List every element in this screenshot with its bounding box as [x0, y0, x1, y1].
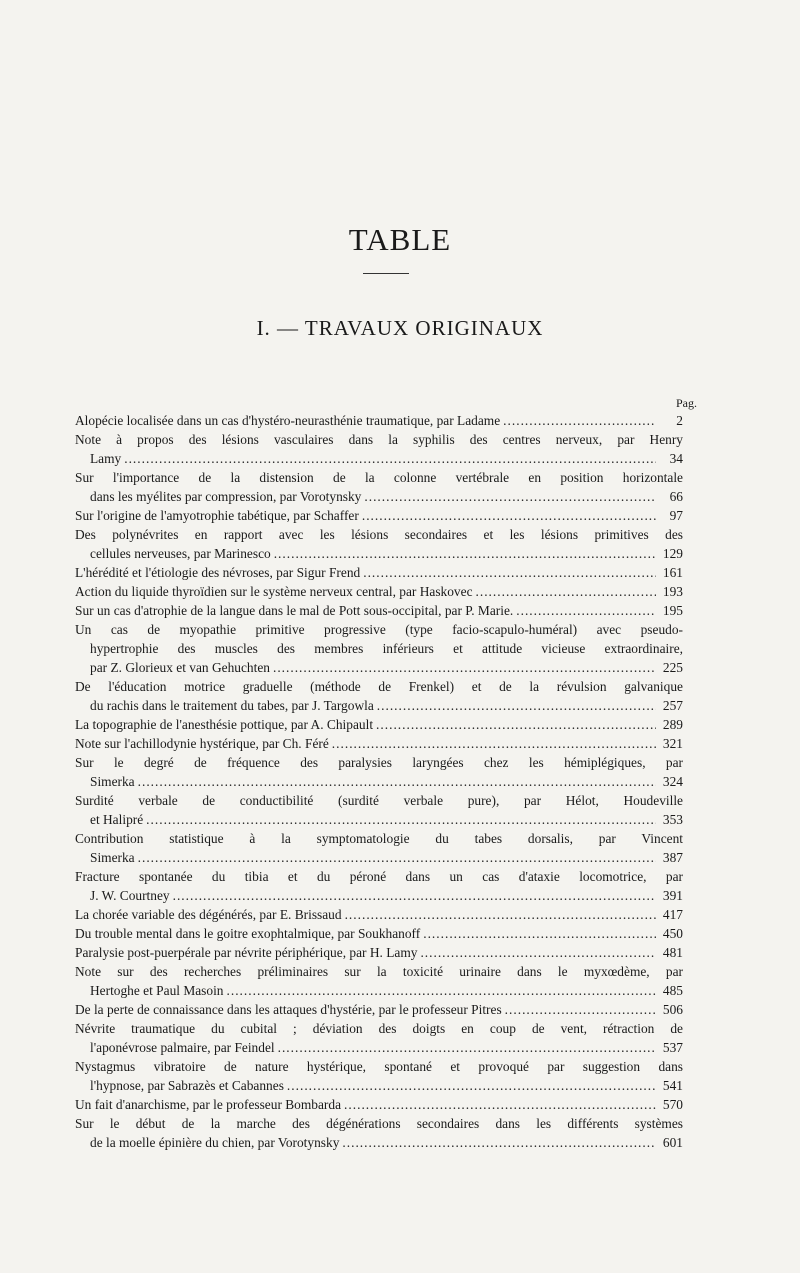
title-divider: [363, 273, 409, 274]
toc-entry-text: De la perte de connaissance dans les attaques d'hystérie, par le professeur Pitres: [75, 1002, 502, 1017]
dot-leader: [344, 1095, 656, 1114]
toc-entry-text: Sur l'origine de l'amyotrophie tabétique, par Schaffer: [75, 508, 359, 523]
toc-entry: [75, 924, 683, 943]
dot-leader: [274, 544, 656, 563]
toc-entry-text: Simerka: [90, 850, 135, 865]
dot-leader: [516, 601, 656, 620]
toc-entry-text: hypertrophie des muscles des membres inférieurs et attitude vicieuse extraordinaire,: [90, 641, 683, 656]
toc-entry-text: Fracture spontanée du tibia et du péroné dans un cas d'ataxie locomotrice, par: [75, 869, 683, 884]
toc-entry-text: et Halipré: [90, 812, 144, 827]
toc-entry: [75, 677, 683, 715]
dot-leader: [124, 449, 656, 468]
toc-entry-line-last: [75, 411, 683, 430]
toc-entry: [75, 582, 683, 601]
dot-leader: [227, 981, 656, 1000]
toc-entry-page-number: 321: [662, 736, 683, 751]
toc-entry: [75, 430, 683, 468]
toc-entry-page-number: 485: [662, 983, 683, 998]
toc-entry-text: Contribution statistique à la symptomatologie du tabes dorsalis, par Vincent: [75, 831, 683, 846]
toc-entry: [75, 601, 683, 620]
toc-entry-line-last: [75, 449, 683, 468]
toc-entry-line-last: [75, 563, 683, 582]
toc-entry: [75, 962, 683, 1000]
toc-entry-text: Nystagmus vibratoire de nature hystérique, spontané et provoqué par suggestion dans: [75, 1059, 683, 1074]
page-column-label: Pag.: [676, 396, 697, 410]
toc-entry-text: Surdité verbale de conductibilité (surdité verbale pure), par Hélot, Houdeville: [75, 793, 683, 808]
toc-entry-text: Sur le début de la marche des dégénérations secondaires dans les différents systèmes: [75, 1116, 683, 1131]
toc-entry-page-number: 324: [662, 774, 683, 789]
toc-entry-line-last: [75, 772, 683, 791]
toc-entry-text: cellules nerveuses, par Marinesco: [90, 546, 271, 561]
toc-entry-line-last: [75, 1133, 683, 1152]
toc-entry-line-last: [75, 715, 683, 734]
toc-entry-page-number: 129: [662, 546, 683, 561]
toc-entry-page-number: 225: [662, 660, 683, 675]
toc-entry: [75, 468, 683, 506]
toc-entry-text: De l'éducation motrice graduelle (méthode de Frenkel) et de la révulsion galvanique: [75, 679, 683, 694]
toc-entry: [75, 791, 683, 829]
toc-entry-text: J. W. Courtney: [90, 888, 170, 903]
toc-entry-text: La topographie de l'anesthésie pottique, par A. Chipault: [75, 717, 374, 732]
toc-entry-page-number: 195: [662, 603, 683, 618]
toc-entry-text: Note sur des recherches préliminaires sur la toxicité urinaire dans le myxœdème, par: [75, 964, 683, 979]
page-title: TABLE: [348, 222, 452, 257]
dot-leader: [342, 1133, 656, 1152]
toc-entry: [75, 753, 683, 791]
toc-entry-line-last: [75, 924, 683, 943]
dot-leader: [278, 1038, 656, 1057]
toc-entry: [75, 715, 683, 734]
toc-entry-text: Sur l'importance de la distension de la colonne vertébrale en position horizontale: [75, 470, 683, 485]
toc-entry-line-last: [75, 582, 683, 601]
toc-entry-text: Hertoghe et Paul Masoin: [90, 983, 224, 998]
toc-entry-page-number: 161: [662, 565, 683, 580]
toc-entry: [75, 1114, 683, 1152]
dot-leader: [376, 715, 656, 734]
toc-entry: [75, 1095, 683, 1114]
toc-entry-line-last: [75, 943, 683, 962]
toc-entry-line-last: [75, 886, 683, 905]
toc-entry-line-last: [75, 544, 683, 563]
toc-entry-text: l'hypnose, par Sabrazès et Cabannes: [90, 1078, 284, 1093]
toc-entry-page-number: 391: [662, 888, 683, 903]
dot-leader: [363, 563, 656, 582]
toc-entry-page-number: 289: [662, 717, 683, 732]
toc-entry-line-last: [75, 848, 683, 867]
toc-entry-line-last: [75, 1000, 683, 1019]
toc-entry-text: Lamy: [90, 451, 122, 466]
toc-entry-line-last: [75, 1095, 683, 1114]
toc-entry: [75, 1000, 683, 1019]
toc-entry-text: Sur un cas d'atrophie de la langue dans le mal de Pott sous-occipital, par P. Marie.: [75, 603, 514, 618]
toc-entry-line-last: [75, 905, 683, 924]
toc-entry-line-last: [75, 810, 683, 829]
dot-leader: [173, 886, 656, 905]
toc-entry-page-number: 257: [662, 698, 683, 713]
section-heading: I. — TRAVAUX ORIGINAUX: [256, 316, 544, 340]
toc-entry-text: Des polynévrites en rapport avec les lésions secondaires et les lésions primitives des: [75, 527, 683, 542]
toc-entry-text: Un cas de myopathie primitive progressive (type facio-scapulo-huméral) avec pseudo-: [75, 622, 683, 637]
dot-leader: [273, 658, 656, 677]
toc-entry-text: Un fait d'anarchisme, par le professeur Bombarda: [75, 1097, 342, 1112]
toc-entry-page-number: 541: [662, 1078, 683, 1093]
toc-entry-text: Sur le degré de fréquence des paralysies laryngées chez les hémiplégiques, par: [75, 755, 683, 770]
toc-entry-page-number: 34: [669, 451, 683, 466]
toc-entry-page-number: 353: [662, 812, 683, 827]
toc-entry-line-last: [75, 696, 683, 715]
toc-entry-page-number: 2: [676, 413, 683, 428]
toc-entry: [75, 905, 683, 924]
toc-entry: [75, 829, 683, 867]
toc-entry-text: dans les myélites par compression, par Vorotynsky: [90, 489, 362, 504]
toc-entry: [75, 734, 683, 753]
toc-entry-line-last: [75, 658, 683, 677]
toc-entry-page-number: 450: [662, 926, 683, 941]
toc-entry: [75, 1057, 683, 1095]
table-of-contents: [75, 411, 683, 1152]
toc-entry-line-last: [75, 601, 683, 620]
dot-leader: [332, 734, 656, 753]
toc-entry-text: Du trouble mental dans le goitre exophtalmique, par Soukhanoff: [75, 926, 421, 941]
dot-leader: [420, 943, 656, 962]
toc-entry: [75, 506, 683, 525]
toc-entry: [75, 943, 683, 962]
toc-entry-line-last: [75, 981, 683, 1000]
toc-entry: [75, 620, 683, 677]
toc-entry-text: l'aponévrose palmaire, par Feindel: [90, 1040, 275, 1055]
dot-leader: [423, 924, 656, 943]
toc-entry-page-number: 417: [662, 907, 683, 922]
dot-leader: [377, 696, 656, 715]
toc-entry-text: Alopécie localisée dans un cas d'hystéro-neurasthénie traumatique, par Ladame: [75, 413, 501, 428]
dot-leader: [138, 772, 656, 791]
dot-leader: [364, 487, 656, 506]
dot-leader: [345, 905, 656, 924]
toc-entry-page-number: 387: [662, 850, 683, 865]
dot-leader: [287, 1076, 656, 1095]
toc-entry-text: La chorée variable des dégénérés, par E. Brissaud: [75, 907, 342, 922]
toc-entry-page-number: 97: [669, 508, 683, 523]
dot-leader: [476, 582, 656, 601]
toc-entry-text: de la moelle épinière du chien, par Vorotynsky: [90, 1135, 340, 1150]
toc-entry-text: du rachis dans le traitement du tabes, par J. Targowla: [90, 698, 374, 713]
toc-entry-line-last: [75, 487, 683, 506]
toc-entry-line-last: [75, 506, 683, 525]
toc-entry: [75, 563, 683, 582]
toc-entry: [75, 1019, 683, 1057]
toc-entry-text: par Z. Glorieux et van Gehuchten: [90, 660, 270, 675]
dot-leader: [503, 411, 656, 430]
toc-entry: [75, 411, 683, 430]
dot-leader: [505, 1000, 656, 1019]
toc-entry-text: Simerka: [90, 774, 135, 789]
toc-entry-page-number: 506: [662, 1002, 683, 1017]
toc-entry-text: Paralysie post-puerpérale par névrite périphérique, par H. Lamy: [75, 945, 418, 960]
dot-leader: [138, 848, 656, 867]
dot-leader: [362, 506, 656, 525]
toc-entry-page-number: 601: [662, 1135, 683, 1150]
toc-entry: [75, 525, 683, 563]
dot-leader: [146, 810, 656, 829]
toc-entry-line-last: [75, 1038, 683, 1057]
toc-entry-page-number: 537: [662, 1040, 683, 1055]
toc-entry-text: Note sur l'achillodynie hystérique, par Ch. Féré: [75, 736, 329, 751]
toc-entry-text: Action du liquide thyroïdien sur le système nerveux central, par Haskovec: [75, 584, 473, 599]
toc-entry-line-last: [75, 1076, 683, 1095]
toc-entry-page-number: 570: [662, 1097, 683, 1112]
toc-entry-page-number: 481: [662, 945, 683, 960]
toc-entry-text: Note à propos des lésions vasculaires dans la syphilis des centres nerveux, par Henry: [75, 432, 683, 447]
toc-entry-page-number: 66: [669, 489, 683, 504]
toc-entry-text: L'hérédité et l'étiologie des névroses, par Sigur Frend: [75, 565, 361, 580]
toc-entry-page-number: 193: [662, 584, 683, 599]
toc-entry-text: Névrite traumatique du cubital ; déviation des doigts en coup de vent, rétraction de: [75, 1021, 683, 1036]
toc-entry-line-last: [75, 734, 683, 753]
toc-entry: [75, 867, 683, 905]
